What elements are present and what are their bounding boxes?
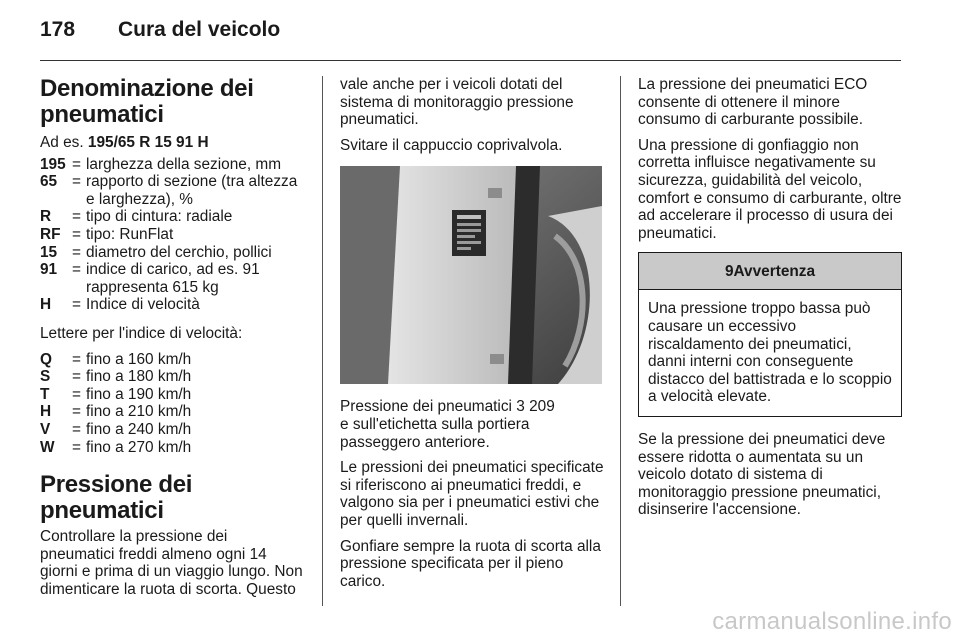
paragraph-spare-wheel: Gonfiare sempre la ruota di scorta alla pressione specificata per il pieno carico.: [340, 537, 601, 590]
definition-key: T: [40, 385, 50, 403]
definition-key: H: [40, 403, 52, 421]
equals-sign: =: [72, 173, 81, 191]
definition-row: [40, 226, 306, 244]
definition-value: rapporto di sezione (tra altezza e larghezza), %: [86, 173, 298, 208]
page-reference-arrow-icon: 3: [516, 398, 525, 416]
definition-value: indice di carico, ad es. 91 rappresenta 615 kg: [86, 261, 260, 296]
page-reference-number[interactable]: 209: [524, 398, 555, 416]
definition-value: fino a 180 km/h: [86, 368, 192, 386]
warning-box: [638, 252, 902, 417]
warning-triangle-icon: 9: [724, 262, 734, 280]
speed-index-list: [40, 351, 306, 457]
definition-key: 195: [40, 155, 66, 173]
definition-row: [40, 173, 306, 208]
column-3: [638, 76, 902, 527]
definition-key: RF: [40, 225, 61, 243]
equals-sign: =: [72, 368, 81, 386]
definition-row: [40, 421, 306, 439]
definition-value: fino a 240 km/h: [86, 420, 192, 438]
definition-key: W: [40, 438, 55, 456]
definition-value: diametro del cerchio, pollici: [86, 243, 272, 261]
definition-key: 91: [40, 261, 58, 279]
definition-row: [40, 261, 306, 296]
warning-text: Una pressione troppo bassa può causare un eccessivo riscaldamento dei pneumatici, danni interni con conseguente distacco del battistrada e lo scoppio a velocità elevate.: [648, 300, 892, 406]
section-heading-tire-designation: Denominazione dei pneumatici: [40, 75, 254, 128]
definition-row: [40, 296, 306, 314]
warning-header: [639, 253, 901, 290]
warning-title: Avvertenza: [733, 262, 816, 280]
definition-row: [40, 439, 306, 457]
definition-key: Q: [40, 350, 52, 368]
paragraph-door-label: e sull'etichetta sulla portiera passeggero anteriore.: [340, 415, 530, 451]
equals-sign: =: [72, 208, 81, 226]
speed-index-intro: Lettere per l'indice di velocità:: [40, 324, 243, 342]
paragraph-cold-tires: Le pressioni dei pneumatici specificate si riferiscono ai pneumatici freddi, e valgono sia per i pneumatici estivi che per quelli invernali.: [340, 459, 604, 529]
definition-row: [40, 244, 306, 262]
column-divider-2: [620, 76, 621, 606]
definition-value: fino a 190 km/h: [86, 385, 192, 403]
definition-value: tipo di cintura: radiale: [86, 208, 233, 226]
equals-sign: =: [72, 438, 81, 456]
column-divider-1: [322, 76, 323, 606]
definition-value: fino a 270 km/h: [86, 438, 192, 456]
column-2: [340, 76, 605, 598]
equals-sign: =: [72, 261, 81, 279]
pressure-check-paragraph: Controllare la pressione dei pneumatici freddi almeno ogni 14 giorni e prima di un viaggio lungo. Non dimenticare la ruota di scorta. Questo: [40, 528, 303, 598]
equals-sign: =: [72, 403, 81, 421]
definition-row: [40, 208, 306, 226]
watermark: carmanualsonline.info: [712, 608, 952, 635]
definition-key: 65: [40, 173, 58, 191]
equals-sign: =: [72, 350, 81, 368]
equals-sign: =: [72, 385, 81, 403]
definition-key: R: [40, 208, 52, 226]
tire-code-definitions: [40, 156, 306, 314]
example-prefix: Ad es.: [40, 134, 88, 151]
paragraph-incorrect-pressure: Una pressione di gonfiaggio non corretta influisce negativamente su sicurezza, guidabilità del veicolo, comfort e consumo di carburante, oltre ad accelerare il processo di usura dei pneumatici.: [638, 136, 902, 242]
definition-row: [40, 403, 306, 421]
definition-key: 15: [40, 243, 58, 261]
chapter-title: Cura del veicolo: [118, 18, 281, 41]
pressure-ref-text: Pressione dei pneumatici: [340, 398, 517, 416]
definition-row: [40, 156, 306, 174]
definition-value: Indice di velocità: [86, 296, 200, 314]
paragraph-eco-pressure: La pressione dei pneumatici ECO consente di ottenere il minore consumo di carburante possibile.: [638, 76, 868, 129]
section-heading-tire-pressure: Pressione dei pneumatici: [40, 471, 193, 525]
definition-key: S: [40, 368, 51, 386]
example-value: 195/65 R 15 91 H: [87, 134, 209, 151]
paragraph-tpms-note: vale anche per i veicoli dotati del sistema di monitoraggio pressione pneumatici.: [340, 76, 574, 129]
paragraph-pressure-ref: [340, 398, 605, 416]
paragraph-adjust-pressure: Se la pressione dei pneumatici deve essere ridotta o aumentata su un veicolo dotato di sistema di monitoraggio pressione pneumatici, disinserire l'accensione.: [638, 430, 886, 519]
header-rule: [40, 60, 901, 61]
equals-sign: =: [72, 420, 81, 438]
equals-sign: =: [72, 296, 81, 314]
definition-value: larghezza della sezione, mm: [86, 155, 282, 173]
definition-row: [40, 368, 306, 386]
definition-value: tipo: RunFlat: [86, 225, 174, 243]
door-label-photo: [340, 166, 602, 384]
page-number: 178: [40, 18, 76, 41]
paragraph-unscrew-cap: Svitare il cappuccio coprivalvola.: [340, 136, 563, 154]
equals-sign: =: [72, 243, 81, 261]
definition-key: H: [40, 296, 52, 314]
definition-key: V: [40, 420, 51, 438]
column-1: [40, 76, 306, 606]
door-label-illustration: [340, 166, 602, 384]
example-line: [40, 134, 306, 152]
definition-value: fino a 210 km/h: [86, 403, 192, 421]
definition-value: fino a 160 km/h: [86, 350, 192, 368]
equals-sign: =: [72, 155, 81, 173]
definition-row: [40, 386, 306, 404]
definition-row: [40, 351, 306, 369]
equals-sign: =: [72, 225, 81, 243]
